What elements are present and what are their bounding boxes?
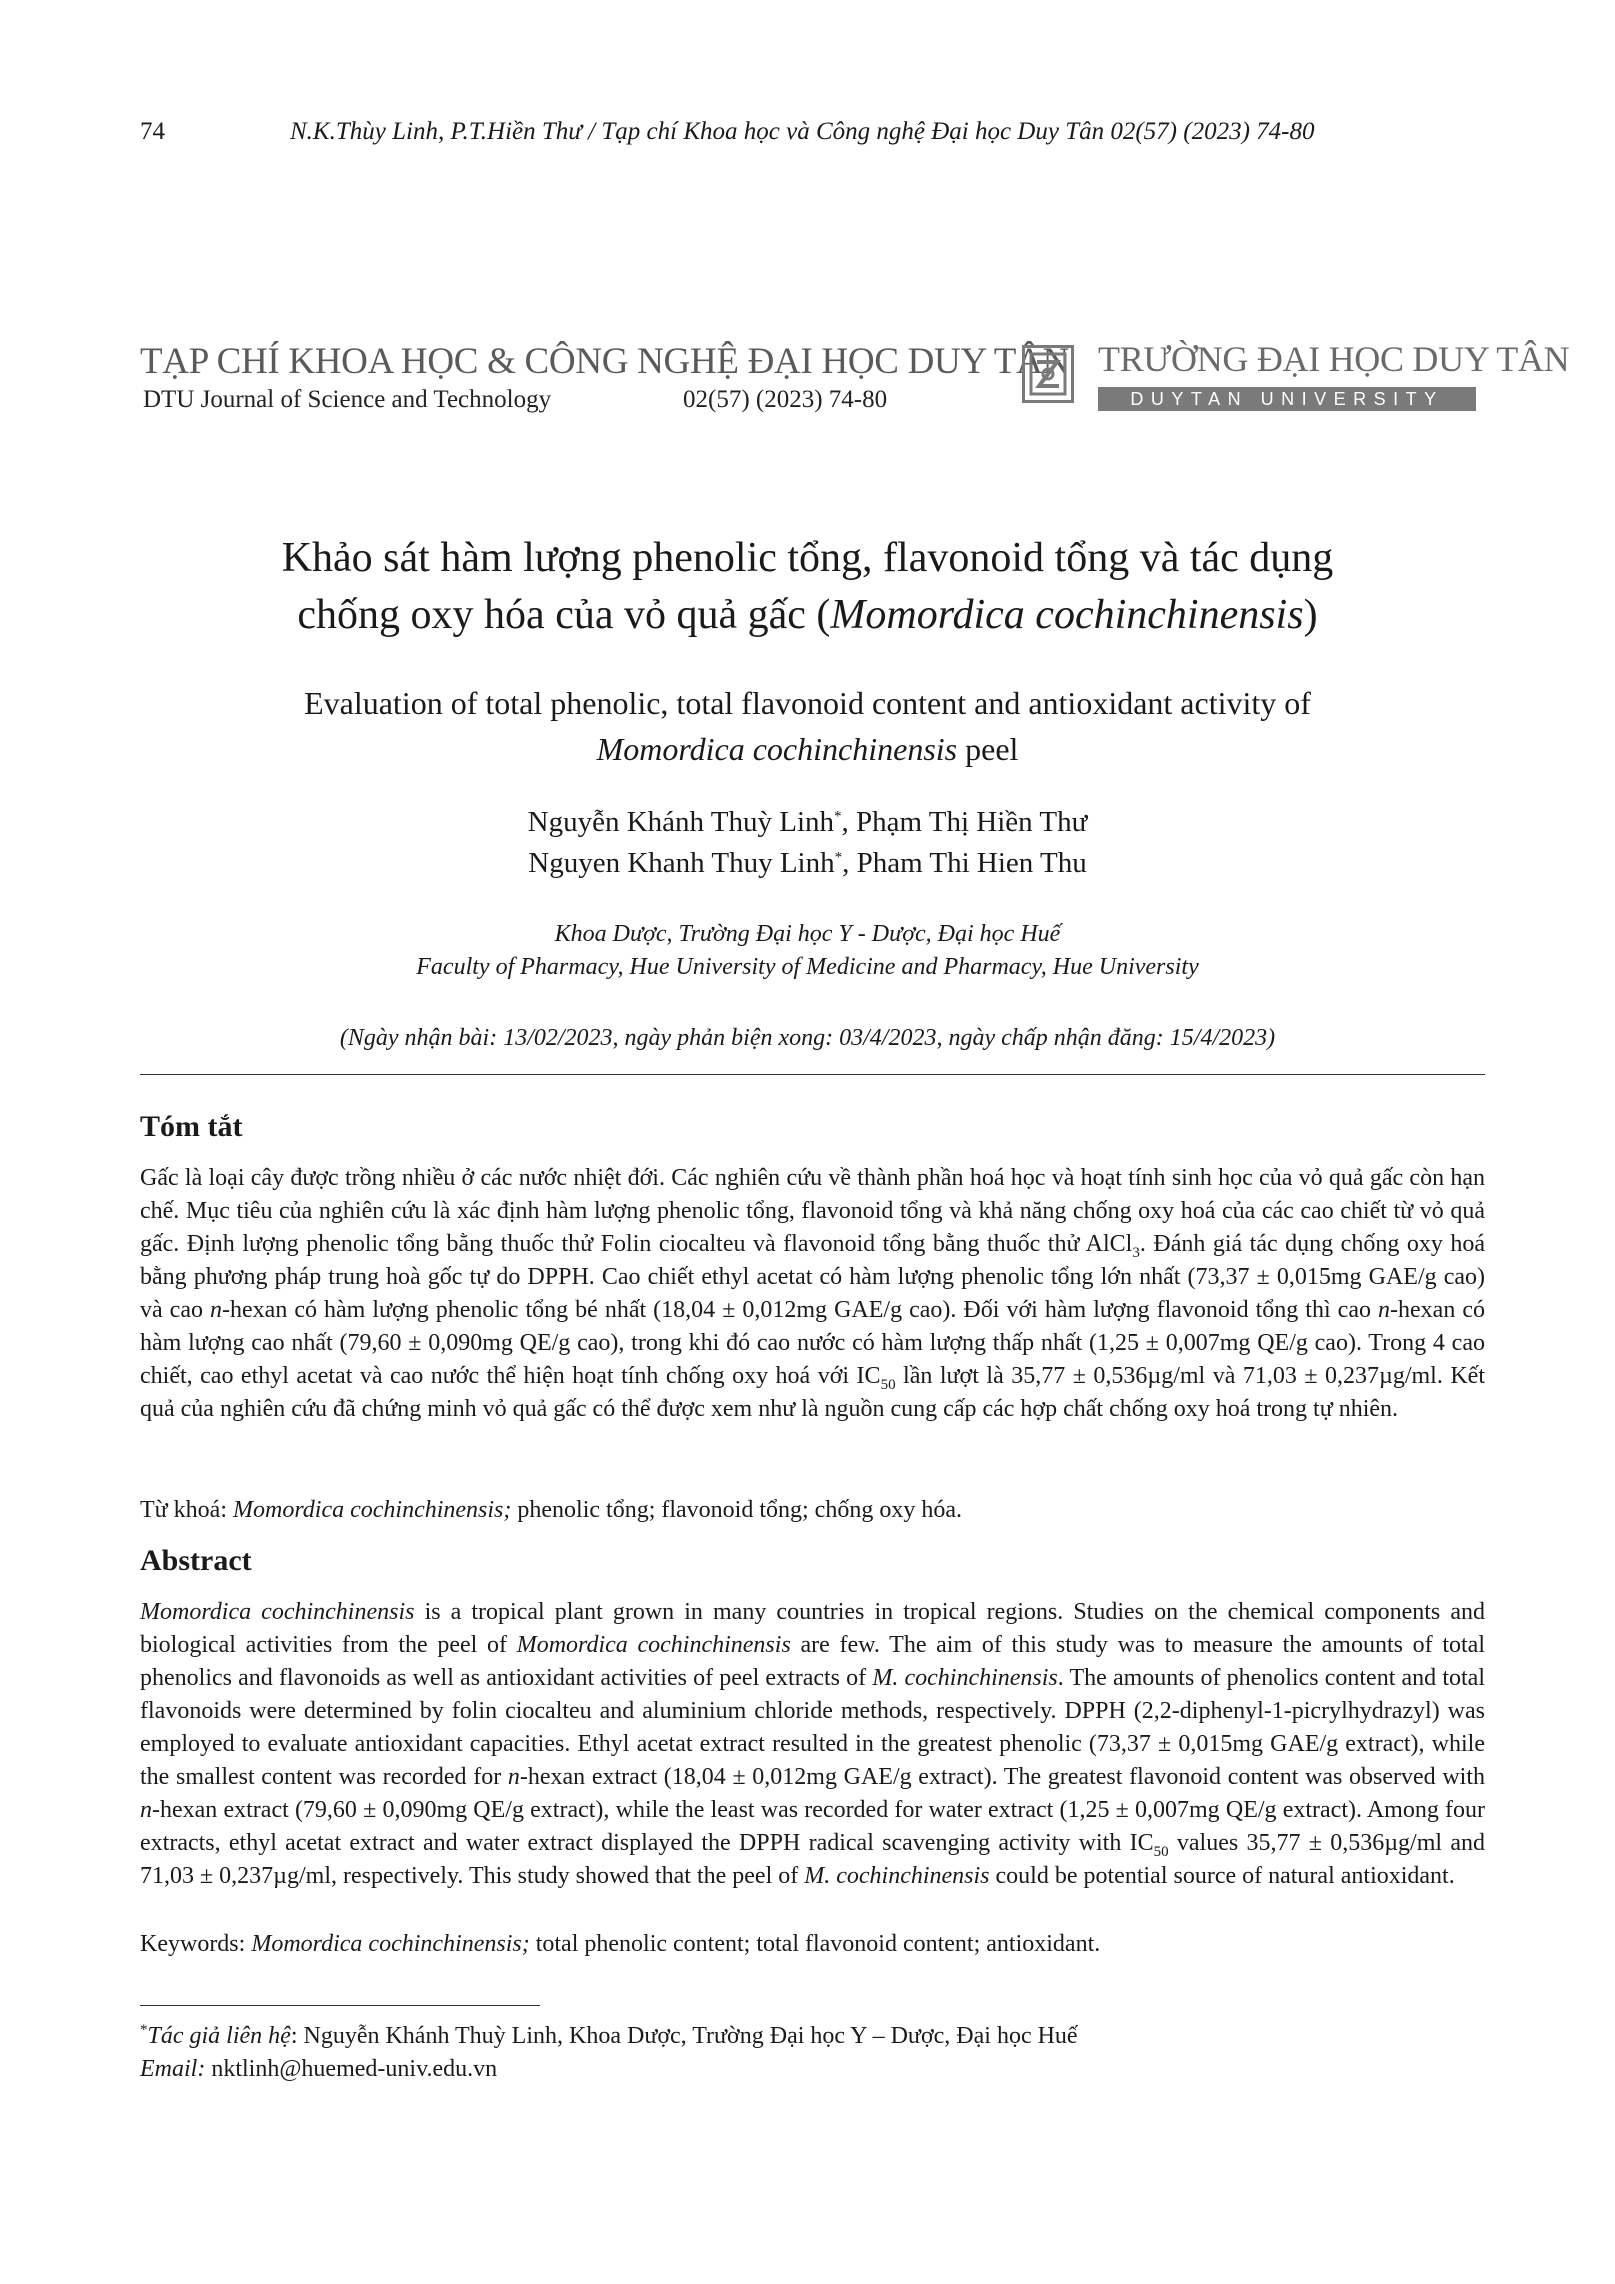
paper-title-vi <box>140 530 1475 644</box>
divider <box>140 1074 1485 1075</box>
paper-title-en <box>140 680 1475 772</box>
affiliation-en: Faculty of Pharmacy, Hue University of Medicine and Pharmacy, Hue University <box>416 954 1199 980</box>
keywords-vi: Từ khoá: Momordica cochinchinensis; phenolic tổng; flavonoid tổng; chống oxy hóa. <box>140 1497 962 1523</box>
affiliation-vi: Khoa Dược, Trường Đại học Y - Dược, Đại học Huế <box>554 921 1061 947</box>
summary-heading: Tóm tắt <box>140 1110 243 1143</box>
title-vi-line1: Khảo sát hàm lượng phenolic tổng, flavonoid tổng và tác dụng <box>281 535 1334 581</box>
authors <box>140 802 1475 884</box>
abstract-body: Momordica cochinchinensis is a tropical plant grown in many countries in tropical regions. Studies on the chemical components and biological activities from the peel of Momordica cochinchinensis are few. The aim of this study was to measure the amounts of total phenolics and flavonoids as well as antioxidant activities of peel extracts of M. cochinchinensis. The amounts of phenolics content and total flavonoids were determined by folin ciocalteu and aluminium chloride methods, respectively. DPPH (2,2-diphenyl-1-picrylhydrazyl) was employed to evaluate antioxidant capacities. Ethyl acetat extract resulted in the greatest phenolic (73,37 ± 0,015mg GAE/g extract), while the smallest content was recorded for n-hexan extract (18,04 ± 0,012mg GAE/g extract). The greatest flavonoid content was observed with n-hexan extract (79,60 ± 0,090mg QE/g extract), while the least was recorded for water extract (1,25 ± 0,007mg QE/g extract). Among four extracts, ethyl acetat extract and water extract displayed the DPPH radical scavenging activity with $IC_{50}$ values 35,77 ± 0,536µg/ml and 71,03 ± 0,237µg/ml, respectively. This study showed that the peel of M. cochinchinensis could be potential source of natural antioxidant. <box>140 1599 1485 1889</box>
affiliation <box>140 918 1475 984</box>
title-vi-line2: chống oxy hóa của vỏ quả gấc (Momordica cochinchinensis) <box>297 592 1318 638</box>
keywords-en: Keywords: Momordica cochinchinensis; total phenolic content; total flavonoid content; antioxidant. <box>140 1931 1101 1957</box>
abstract-heading: Abstract <box>140 1544 252 1577</box>
running-head: N.K.Thùy Linh, P.T.Hiền Thư / Tạp chí Khoa học và Công nghệ Đại học Duy Tân 02(57) (2023) 74-80 <box>290 118 1315 145</box>
journal-volume: 02(57) (2023) 74-80 <box>683 386 888 413</box>
title-en-line1: Evaluation of total phenolic, total flavonoid content and antioxidant activity of <box>304 685 1311 721</box>
authors-en: Nguyen Khanh Thuy Linh*, Pham Thi Hien Thu <box>528 847 1087 879</box>
university-name-en: DUYTAN UNIVERSITY <box>1098 387 1476 411</box>
footnote-divider <box>140 2005 540 2006</box>
author-email: Email: nktlinh@huemed-univ.edu.vn <box>140 2056 498 2082</box>
authors-vi: Nguyễn Khánh Thuỳ Linh*, Phạm Thị Hiền Thư <box>527 806 1088 838</box>
corresponding-author: *Tác giả liên hệ: Nguyễn Khánh Thuỳ Linh, Khoa Dược, Trường Đại học Y – Dược, Đại học Huế <box>140 2022 1078 2049</box>
journal-name-vi: TẠP CHÍ KHOA HỌC & CÔNG NGHỆ ĐẠI HỌC DUY TÂN <box>140 341 1069 382</box>
university-name-vi: TRƯỜNG ĐẠI HỌC DUY TÂN <box>1098 339 1570 379</box>
submission-dates: (Ngày nhận bài: 13/02/2023, ngày phản biện xong: 03/4/2023, ngày chấp nhận đăng: 15/4/2023) <box>339 1025 1276 1051</box>
university-logo-icon <box>1022 345 1074 403</box>
page-number: 74 <box>140 118 165 145</box>
journal-name-en: DTU Journal of Science and Technology <box>143 386 552 413</box>
title-en-line2: Momordica cochinchinensis peel <box>596 731 1019 767</box>
summary-body: Gấc là loại cây được trồng nhiều ở các nước nhiệt đới. Các nghiên cứu về thành phần hoá học và hoạt tính sinh học của vỏ quả gấc còn hạn chế. Mục tiêu của nghiên cứu là xác định hàm lượng phenolic tổng, flavonoid tổng và khả năng chống oxy hoá của các cao chiết từ vỏ quả gấc. Định lượng phenolic tổng bằng thuốc thử Folin ciocalteu và flavonoid tổng bằng thuốc thử AlCl$_3$. Đánh giá tác dụng chống oxy hoá bằng phương pháp trung hoà gốc tự do DPPH. Cao chiết ethyl acetat có hàm lượng phenolic tổng lớn nhất (73,37 ± 0,015mg GAE/g cao) và cao n-hexan có hàm lượng phenolic tổng bé nhất (18,04 ± 0,012mg GAE/g cao). Đối với hàm lượng flavonoid tổng thì cao n-hexan có hàm lượng cao nhất (79,60 ± 0,090mg QE/g cao), trong khi đó cao nước có hàm lượng thấp nhất (1,25 ± 0,007mg QE/g cao). Trong 4 cao chiết, cao ethyl acetat và cao nước thể hiện hoạt tính chống oxy hoá với $IC_{50}$ lần lượt là 35,77 ± 0,536µg/ml và 71,03 ± 0,237µg/ml. Kết quả của nghiên cứu đã chứng minh vỏ quả gấc có thể được xem như là nguồn cung cấp các hợp chất chống oxy hoá trong tự nhiên. <box>140 1165 1485 1422</box>
